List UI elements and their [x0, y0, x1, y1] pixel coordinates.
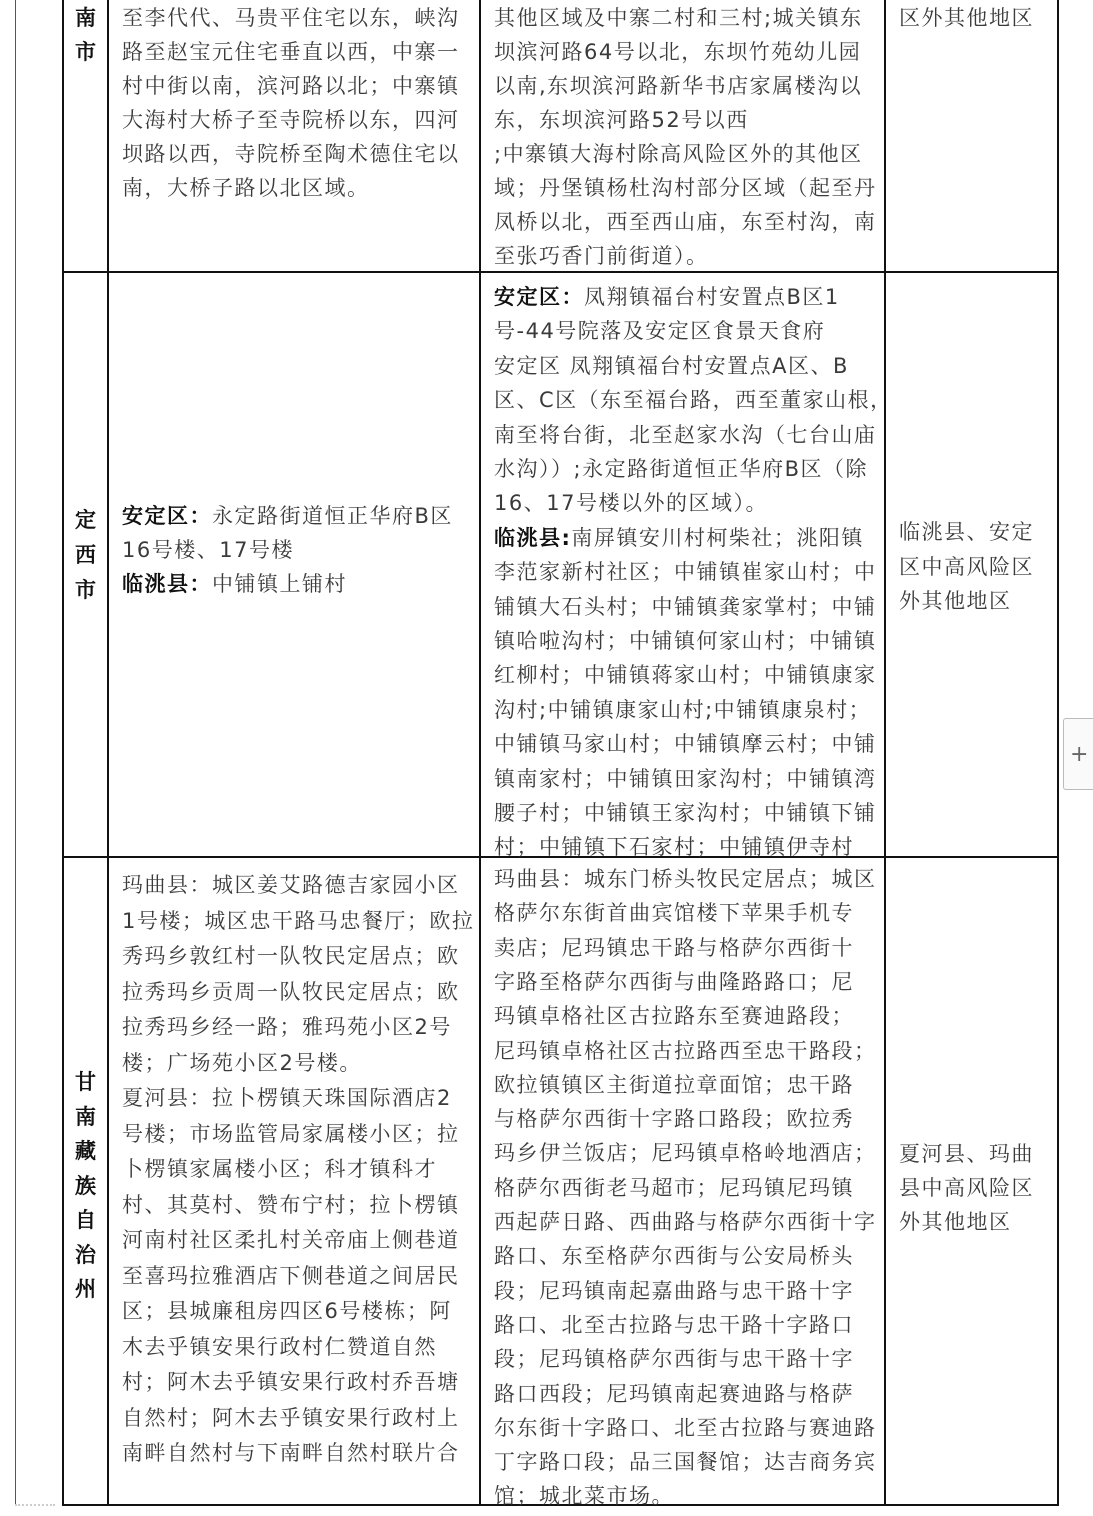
- text-line: 卜楞镇家属楼小区；科才镇科才: [122, 1157, 437, 1181]
- text-line: 镇哈啦沟村；中铺镇何家山村；中铺镇: [494, 629, 877, 653]
- text-line: 其他区域及中寨二村和三村;城关镇东: [494, 6, 863, 30]
- text-line: 坝路以西，寺院桥至陶术德住宅以: [122, 142, 460, 166]
- cell-low: [899, 861, 1058, 1505]
- page-edge-dots: [15, 1504, 55, 1506]
- text-line: 秀玛乡敦红村一队牧民定居点；欧: [122, 944, 460, 968]
- text-line: 西: [75, 543, 98, 567]
- cell-medium: [494, 861, 885, 1509]
- text-line: 路至赵宝元住宅垂直以西，中寨一: [122, 40, 460, 64]
- text-line: 楼；广场苑小区2号楼。: [122, 1050, 362, 1075]
- column-border: [62, 0, 64, 1506]
- text-line: 丁字路口段；品三国餐馆；达吉商务宾: [494, 1450, 877, 1475]
- text-line: 坝滨河路64号以北，东坝竹苑幼儿园: [494, 40, 862, 64]
- text-line: [122, 500, 453, 530]
- plus-icon: +: [1070, 742, 1089, 767]
- text-line: 治: [75, 1242, 98, 1267]
- text-line: 以南,东坝滨河路新华书店家属楼沟以: [494, 74, 863, 98]
- text-line: 1号楼；城区忠干路马忠餐厅；欧拉: [122, 908, 475, 933]
- district-label: 安定区：: [122, 504, 212, 528]
- area-text: 永定路街道恒正华府B区: [212, 504, 453, 528]
- text-line: 自: [75, 1208, 98, 1232]
- text-line: ;中寨镇大海村除高风险区外的其他区: [494, 142, 863, 166]
- cell-city: [75, 2, 108, 272]
- text-line: 路口、东至格萨尔西街与公安局桥头: [494, 1244, 854, 1269]
- area-text: 凤翔镇福台村安置点B区1: [584, 285, 840, 309]
- text-line: 路口、北至古拉路与忠干路十字路口: [494, 1312, 854, 1337]
- cell-low: [899, 2, 1058, 272]
- text-line: 河南村社区柔扎村关帝庙上侧巷道: [122, 1228, 460, 1252]
- text-line: 字路至格萨尔西街与曲隆路路口；尼: [494, 969, 854, 994]
- text-line: 村；中铺镇下石家村；中铺镇伊寺村: [494, 835, 854, 860]
- cell-city: [75, 276, 108, 857]
- district-label: 安定区：: [494, 285, 584, 309]
- text-line: [494, 281, 840, 311]
- text-line: 大海村大桥子至寺院桥以东，四河: [122, 108, 460, 132]
- text-line: 州: [75, 1277, 98, 1301]
- text-line: 铺镇大石头村；中铺镇龚家掌村；中铺: [494, 594, 877, 619]
- text-line: 木去乎镇安果行政村仁赞道自然: [122, 1334, 437, 1359]
- text-line: 段；尼玛镇格萨尔西街与忠干路十字: [494, 1347, 854, 1372]
- text-line: 16号楼、17号楼: [122, 538, 294, 562]
- text-line: 格萨尔西街老马超市；尼玛镇尼玛镇: [494, 1175, 854, 1200]
- text-line: 腰子村；中铺镇王家沟村；中铺镇下铺: [494, 801, 877, 825]
- cell-city: [75, 861, 108, 1505]
- page-margin-line: [15, 0, 16, 1505]
- text-line: 县中高风险区: [899, 1176, 1034, 1200]
- text-line: 族: [75, 1173, 98, 1198]
- cell-high: [122, 861, 480, 1505]
- area-text: 中铺镇上铺村: [212, 572, 347, 596]
- text-line: 区外其他地区: [899, 6, 1034, 30]
- text-line: 村；阿木去乎镇安果行政村乔吾塘: [122, 1370, 460, 1394]
- text-line: 市: [75, 578, 98, 602]
- text-line: 定: [75, 508, 98, 532]
- text-line: 外其他地区: [899, 1210, 1012, 1234]
- cell-high: [122, 276, 480, 857]
- text-line: 至李代代、马贵平住宅以东，峡沟: [122, 6, 460, 30]
- text-line: 至喜玛拉雅酒店下侧巷道之间居民: [122, 1263, 460, 1288]
- cell-medium: [494, 276, 893, 860]
- text-line: 玛曲县：城东门桥头牧民定居点；城区: [494, 867, 877, 891]
- text-line: 藏: [75, 1139, 98, 1163]
- text-line: 安定区 凤翔镇福台村安置点A区、B: [494, 353, 849, 378]
- text-line: 镇南家村；中铺镇田家沟村；中铺镇湾: [494, 766, 877, 791]
- expand-button[interactable]: [1063, 718, 1093, 790]
- text-line: 尔东街十字路口、北至古拉路与赛迪路: [494, 1415, 877, 1440]
- text-line: 市: [75, 40, 98, 64]
- text-line: 欧拉镇镇区主街道拉章面馆；忠干路: [494, 1072, 854, 1097]
- text-line: 中铺镇马家山村；中铺镇摩云村；中铺: [494, 732, 877, 757]
- text-line: 区、C区（东至福台路，西至董家山根，: [494, 388, 893, 413]
- text-line: 红柳村；中铺镇蒋家山村；中铺镇康家: [494, 663, 877, 688]
- text-line: 夏河县、玛曲: [899, 1142, 1034, 1166]
- text-line: 区；县城廉租房四区6号楼栋；阿: [122, 1299, 452, 1323]
- text-line: 夏河县：拉卜楞镇天珠国际酒店2: [122, 1086, 452, 1110]
- text-line: 路口西段；尼玛镇南起赛迪路与格萨: [494, 1381, 854, 1406]
- text-line: 拉秀玛乡贡周一队牧民定居点；欧: [122, 979, 460, 1004]
- text-line: 号-44号院落及安定区食景天食府: [494, 319, 826, 344]
- text-line: 自然村；阿木去乎镇安果行政村上: [122, 1405, 460, 1430]
- text-line: 玛镇卓格社区古拉路东至赛迪路段；: [494, 1004, 854, 1029]
- text-line: [494, 522, 864, 552]
- text-line: 南: [75, 1104, 98, 1129]
- district-label: 临洮县：: [122, 572, 212, 596]
- text-line: 区中高风险区: [899, 554, 1034, 579]
- text-line: 域；丹堡镇杨杜沟村部分区域（起至丹: [494, 176, 877, 200]
- text-line: 凤桥以北，西至西山庙，东至村沟，南: [494, 210, 877, 234]
- text-line: [122, 568, 347, 598]
- text-line: 甘: [75, 1070, 98, 1094]
- text-line: 馆；城北菜市场。: [494, 1484, 674, 1509]
- text-line: 临洮县、安定: [899, 520, 1034, 544]
- text-line: 卖店；尼玛镇忠干路与格萨尔西街十: [494, 935, 854, 960]
- text-line: 至张巧香门前街道）。: [494, 244, 709, 268]
- text-line: 外其他地区: [899, 589, 1012, 613]
- text-line: 西起萨日路、西曲路与格萨尔西街十字: [494, 1210, 877, 1234]
- text-line: 南畔自然村与下南畔自然村联片合: [122, 1441, 460, 1465]
- text-line: 水沟））;永定路街道恒正华府B区（除: [494, 457, 868, 481]
- cell-low: [899, 276, 1058, 857]
- text-line: 村中街以南，滨河路以北；中寨镇: [122, 74, 460, 98]
- text-line: 与格萨尔西街十字路口路段；欧拉秀: [494, 1107, 854, 1132]
- text-line: 东，东坝滨河路52号以西: [494, 108, 749, 132]
- text-line: 村、其莫村、赞布宁村；拉卜楞镇: [122, 1192, 460, 1217]
- area-text: 南屏镇安川村柯柴社；洮阳镇: [571, 525, 864, 550]
- cell-medium: [494, 2, 885, 272]
- text-line: 16、17号楼以外的区域）。: [494, 491, 768, 516]
- text-line: 南: [75, 6, 98, 30]
- text-line: 格萨尔东街首曲宾馆楼下苹果手机专: [494, 901, 854, 926]
- text-line: 尼玛镇卓格社区古拉路西至忠干路段；: [494, 1038, 877, 1063]
- text-line: 南至将台街，北至赵家水沟（七台山庙: [494, 422, 877, 447]
- text-line: 南，大桥子路以北区域。: [122, 176, 370, 200]
- cell-high: [122, 2, 480, 272]
- text-line: 段；尼玛镇南起嘉曲路与忠干路十字: [494, 1278, 854, 1303]
- district-label: 临洮县:: [494, 525, 572, 550]
- text-line: 号楼；市场监管局家属楼小区；拉: [122, 1121, 460, 1146]
- text-line: 沟村;中铺镇康家山村;中铺镇康泉村；: [494, 697, 872, 722]
- text-line: 玛曲县：城区姜艾路德吉家园小区: [122, 873, 460, 897]
- text-line: 玛乡伊兰饭店；尼玛镇卓格岭地酒店；: [494, 1141, 877, 1166]
- text-line: 李范家新村社区；中铺镇崔家山村；中: [494, 560, 877, 585]
- text-line: 拉秀玛乡经一路；雅玛苑小区2号: [122, 1015, 452, 1039]
